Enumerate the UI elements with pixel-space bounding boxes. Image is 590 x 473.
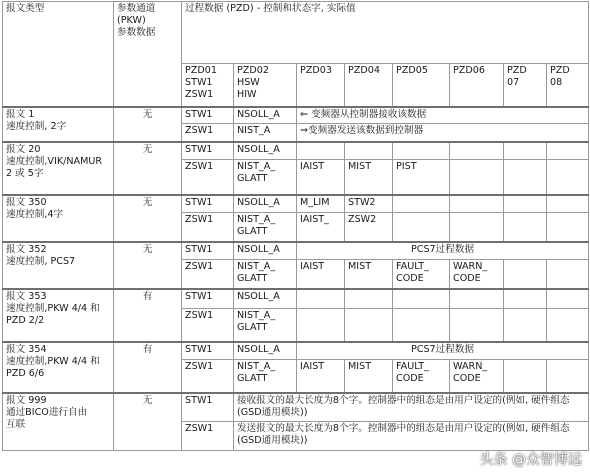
setpoint-cell: NSOLL_A — [234, 195, 297, 213]
pzd-cell-c6 — [450, 309, 504, 342]
pzd-cell-c5 — [393, 142, 450, 160]
telegram-table — [2, 1, 589, 451]
pzd-cell-c4: STW2 — [345, 195, 393, 213]
pzd-cell-c6 — [450, 289, 504, 309]
pzd-cell-c7 — [504, 309, 547, 342]
pzd-cell-c3: IAIST — [297, 260, 345, 289]
pzd-cell-c7 — [504, 360, 547, 393]
pkw-value: 无 — [114, 195, 182, 242]
pzd-cell-c7 — [504, 160, 547, 195]
pzd-cell-c4: MIST — [345, 360, 393, 393]
pzd-cell-c5: FAULT_ CODE — [393, 360, 450, 393]
telegram-row — [3, 142, 589, 160]
pzd-cell-c8 — [547, 142, 589, 160]
pzd-cell-c8 — [547, 160, 589, 195]
pzd-cell-c3 — [297, 142, 345, 160]
free-interconnect-text: 接收报文的最大长度为8个字。控制器中的组态是由用户设定的(例如, 硬件组态(GSD通用模块)) — [234, 393, 589, 422]
telegram-name: 报文 350 速度控制,4字 — [3, 195, 114, 242]
setpoint-cell: NIST_A — [234, 124, 297, 142]
control-word-cell: ZSW1 — [182, 309, 234, 342]
setpoint-cell: NSOLL_A — [234, 342, 297, 360]
telegram-name: 报文 353 速度控制,PKW 4/4 和 PZD 2/2 — [3, 289, 114, 342]
header-col-pzd01: PZD01 STW1 ZSW1 — [182, 64, 234, 107]
telegram-name: 报文 1 速度控制, 2字 — [3, 107, 114, 142]
control-word-cell: ZSW1 — [182, 360, 234, 393]
setpoint-cell: NIST_A_ GLATT — [234, 360, 297, 393]
pzd-cell-c7 — [504, 289, 547, 309]
header-telegram-type: 报文类型 — [3, 2, 114, 107]
pzd-cell-c5 — [393, 195, 450, 213]
control-word-cell: ZSW1 — [182, 260, 234, 289]
setpoint-cell: NSOLL_A — [234, 142, 297, 160]
pzd-cell-c8 — [547, 309, 589, 342]
telegram-name: 报文 20 速度控制,VIK/NAMUR 2 或 5字 — [3, 142, 114, 195]
setpoint-cell: NSOLL_A — [234, 107, 297, 124]
pkw-value: 有 — [114, 342, 182, 393]
pzd-cell-c5 — [393, 309, 450, 342]
control-word-cell: STW1 — [182, 342, 234, 360]
pcs7-process-data: PCS7过程数据 — [297, 342, 589, 360]
header-col-pzd06: PZD06 — [450, 64, 504, 107]
pkw-value: 无 — [114, 242, 182, 289]
pkw-value: 无 — [114, 142, 182, 195]
pzd-cell-c4: ZSW2 — [345, 213, 393, 242]
pzd-cell-c5 — [393, 213, 450, 242]
telegram-row — [3, 107, 589, 124]
setpoint-cell: NIST_A_ GLATT — [234, 213, 297, 242]
header-col-pzd08: PZD 08 — [547, 64, 589, 107]
pzd-cell-c3: IAIST — [297, 160, 345, 195]
header-col-pzd03: PZD03 — [297, 64, 345, 107]
telegram-name: 报文 999 通过BICO进行自由 互联 — [3, 393, 114, 451]
pzd-cell-c8 — [547, 360, 589, 393]
telegram-row — [3, 289, 589, 309]
pzd-cell-c7 — [504, 142, 547, 160]
pzd-cell-c5: PIST — [393, 160, 450, 195]
setpoint-cell: NIST_A_ GLATT — [234, 309, 297, 342]
control-word-cell: STW1 — [182, 142, 234, 160]
pcs7-process-data: PCS7过程数据 — [297, 242, 589, 260]
pzd-cell-c4 — [345, 142, 393, 160]
header-col-pzd02: PZD02 HSW HIW — [234, 64, 297, 107]
control-word-cell: ZSW1 — [182, 160, 234, 195]
pkw-value: 无 — [114, 107, 182, 142]
pzd-cell-c4: MIST — [345, 260, 393, 289]
pzd-cell-c6 — [450, 213, 504, 242]
telegram-name: 报文 354 速度控制,PKW 4/4 和 PZD 6/6 — [3, 342, 114, 393]
header-col-pzd04: PZD04 — [345, 64, 393, 107]
pzd-cell-c8 — [547, 213, 589, 242]
watermark: 头条 @众智博远 — [479, 452, 582, 468]
telegram-row — [3, 242, 589, 260]
telegram-row — [3, 342, 589, 360]
pzd-cell-c7 — [504, 260, 547, 289]
free-interconnect-text: 发送报文的最大长度为8个字。控制器中的组态是由用户设定的(例如, 硬件组态(GSD通用模块)) — [234, 422, 589, 451]
control-word-cell: STW1 — [182, 289, 234, 309]
control-word-cell: STW1 — [182, 393, 234, 422]
pzd-cell-c6: WARN_ CODE — [450, 260, 504, 289]
pzd-cell-c3: M_LIM — [297, 195, 345, 213]
pzd-cell-c4 — [345, 289, 393, 309]
header-row-top — [3, 2, 589, 64]
pzd-cell-c8 — [547, 289, 589, 309]
direction-note: ⇒变频器发送该数据到控制器 — [297, 124, 589, 142]
control-word-cell: STW1 — [182, 195, 234, 213]
pzd-cell-c6 — [450, 195, 504, 213]
control-word-cell: STW1 — [182, 242, 234, 260]
telegram-row — [3, 195, 589, 213]
telegram-name: 报文 352 速度控制, PCS7 — [3, 242, 114, 289]
header-pzd: 过程数据 (PZD) - 控制和状态字, 实际值 — [182, 2, 589, 64]
pkw-value: 无 — [114, 393, 182, 451]
setpoint-cell: NIST_A_ GLATT — [234, 260, 297, 289]
pzd-cell-c6: WARN_ CODE — [450, 360, 504, 393]
pzd-cell-c3: IAIST — [297, 360, 345, 393]
header-col-pzd05: PZD05 — [393, 64, 450, 107]
control-word-cell: ZSW1 — [182, 213, 234, 242]
pzd-cell-c8 — [547, 260, 589, 289]
pzd-cell-c5: FAULT_ CODE — [393, 260, 450, 289]
pzd-cell-c7 — [504, 213, 547, 242]
pzd-cell-c4: MIST — [345, 160, 393, 195]
header-col-pzd07: PZD 07 — [504, 64, 547, 107]
pzd-cell-c4 — [345, 309, 393, 342]
pzd-cell-c6 — [450, 160, 504, 195]
header-pkw: 参数通道 (PKW) 参数数据 — [114, 2, 182, 107]
control-word-cell: ZSW1 — [182, 422, 234, 451]
telegram-row — [3, 393, 589, 422]
pkw-value: 有 — [114, 289, 182, 342]
pzd-cell-c8 — [547, 195, 589, 213]
pzd-cell-c3 — [297, 309, 345, 342]
direction-note: ⇐ 变频器从控制器接收该数据 — [297, 107, 589, 124]
control-word-cell: STW1 — [182, 107, 234, 124]
pzd-cell-c5 — [393, 289, 450, 309]
control-word-cell: ZSW1 — [182, 124, 234, 142]
setpoint-cell: NSOLL_A — [234, 242, 297, 260]
pzd-cell-c6 — [450, 142, 504, 160]
pzd-cell-c3: IAIST_ — [297, 213, 345, 242]
pzd-cell-c7 — [504, 195, 547, 213]
setpoint-cell: NIST_A_ GLATT — [234, 160, 297, 195]
setpoint-cell: NSOLL_A — [234, 289, 297, 309]
pzd-cell-c3 — [297, 289, 345, 309]
